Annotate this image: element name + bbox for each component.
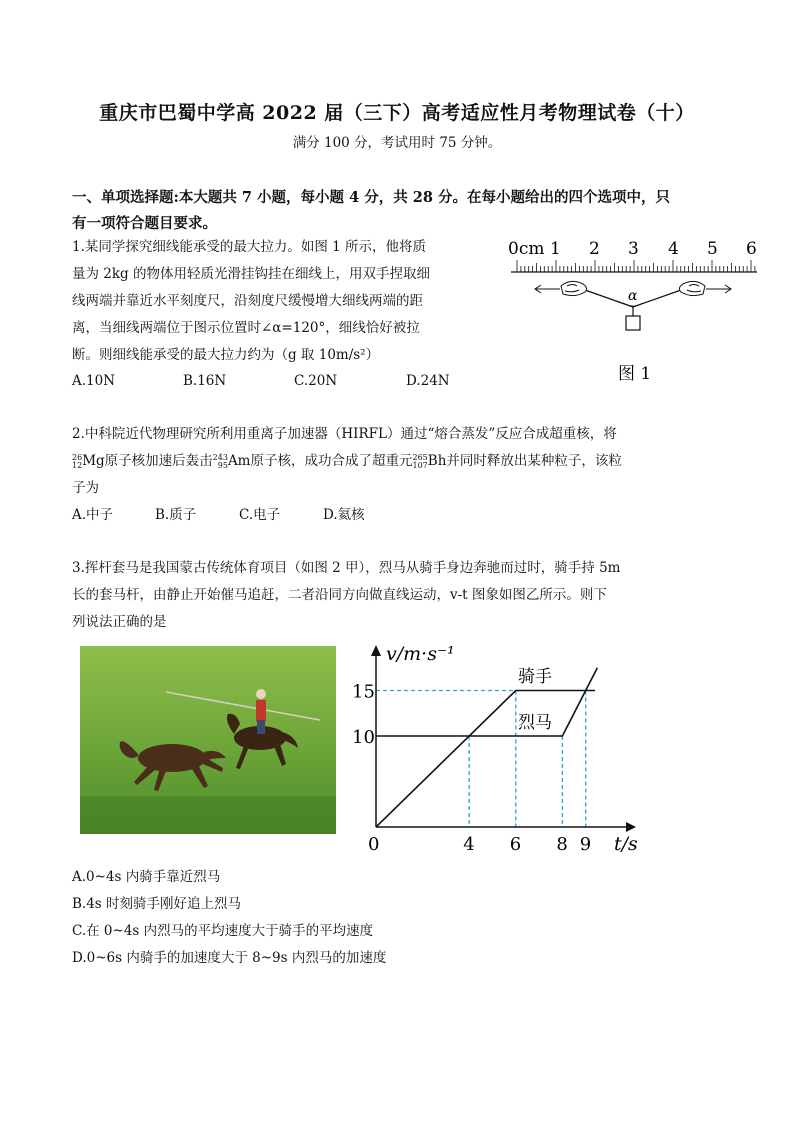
series-label-rider: 骑手: [518, 667, 552, 687]
question-3: [72, 555, 732, 636]
ruler-label: 2: [589, 239, 600, 259]
q1-line: 量为 2kg 的物体用轻质光滑挂钩挂在细线上，用双手捏取细: [72, 266, 430, 282]
angle-label: α: [628, 288, 638, 304]
isotope-mg-symbol: Mg: [82, 453, 105, 469]
right-hand-icon: [679, 281, 705, 295]
isotope-bh: 265 107: [412, 452, 428, 470]
question-1: [72, 234, 502, 369]
x-axis-arrow: [626, 822, 636, 832]
chart-series-labels: [518, 667, 552, 733]
q1-line: 离，当细线两端位于图示位置时∠α=120°，细线恰好被拉: [72, 320, 420, 336]
x-tick-label: 8: [556, 834, 568, 855]
q2-line2: [72, 448, 732, 475]
ruler: [511, 260, 757, 272]
horse-lasso-photo: [80, 646, 336, 834]
weight-block: [626, 316, 640, 330]
q2-text: 并同时释放出某种粒子，该粒: [446, 453, 622, 469]
isotope-bh-symbol: Bh: [427, 453, 447, 469]
q2-option-c[interactable]: C.电子: [239, 507, 281, 523]
q3-line: 列说法正确的是: [72, 614, 167, 630]
q2-option-b[interactable]: B.质子: [155, 507, 197, 523]
ruler-label: 1: [550, 239, 561, 259]
isotope-am-symbol: Am: [227, 453, 251, 469]
q1-option-a[interactable]: A.10N: [72, 373, 116, 389]
figure-1-caption: 图 1: [618, 364, 652, 384]
q2-option-d[interactable]: D.氦核: [323, 507, 365, 523]
ruler-label: 6: [746, 239, 757, 259]
q3-options: [72, 864, 732, 972]
section-heading-line2: 有一项符合题目要求。: [72, 215, 217, 232]
y-axis-arrow: [371, 645, 381, 656]
chart-ylabel: v/m·s⁻¹: [386, 643, 455, 665]
q1-line: 断。则细线能承受的最大拉力约为（g 取 10m/s²）: [72, 347, 380, 363]
series-line-1: [376, 668, 597, 736]
q3-option-d[interactable]: D.0~6s 内骑手的加速度大于 8~9s 内烈马的加速度: [72, 950, 387, 966]
chart-x-ticks: [463, 834, 591, 855]
ruler-label: 3: [628, 239, 639, 259]
chart-origin-label: 0: [368, 834, 380, 855]
chart-series: [376, 668, 597, 827]
vt-chart: [338, 636, 648, 864]
q3-line: 长的套马杆，由静止开始催马追赶，二者沿同方向做直线运动，v-t 图象如图乙所示。则下: [72, 587, 607, 603]
ruler-label: 5: [707, 239, 718, 259]
q2-text: 原子核加速后轰击: [104, 453, 213, 469]
y-tick-label: 10: [352, 727, 375, 748]
q1-line: 线两端并靠近水平刻度尺，沿刻度尺缓慢增大细线两端的距: [72, 293, 423, 309]
section-heading-line1: 一、单项选择题:本大题共 7 小题，每小题 4 分，共 28 分。在每小题给出的四个选项中，只: [72, 189, 670, 206]
x-tick-label: 9: [579, 834, 592, 855]
q1-option-c[interactable]: C.20N: [294, 373, 338, 389]
isotope-mg: 26 12: [72, 452, 83, 470]
y-tick-label: 15: [352, 681, 375, 703]
q2-option-a[interactable]: A.中子: [72, 507, 114, 523]
paper-subtitle: 满分 100 分，考试用时 75 分钟。: [292, 135, 502, 151]
question-2: [72, 421, 732, 502]
ruler-label: 4: [668, 239, 679, 259]
q3-line: 3.挥杆套马是我国蒙古传统体育项目（如图 2 甲），烈马从骑手身边奔驰而过时，骑手持 5m: [72, 560, 621, 576]
q1-line: 1.某同学探究细线能承受的最大拉力。如图 1 所示，他将质: [72, 239, 427, 255]
paper-title: 重庆市巴蜀中学高 2022 届（三下）高考适应性月考物理试卷（十）: [99, 102, 695, 124]
chart-xlabel: t/s: [614, 833, 638, 855]
q1-option-d[interactable]: D.24N: [406, 373, 450, 389]
chart-y-ticks: [352, 682, 375, 749]
left-hand-icon: [561, 281, 587, 295]
dashed-guides: [376, 691, 586, 828]
q2-text: 原子核，成功合成了超重元: [250, 453, 413, 469]
x-tick-label: 4: [463, 834, 475, 855]
x-tick-label: 6: [509, 834, 522, 855]
chart-axes: [371, 645, 636, 832]
figure-1-diagram: [505, 236, 765, 386]
q1-option-b[interactable]: B.16N: [183, 373, 227, 389]
q2-line1: 2.中科院近代物理研究所利用重离子加速器（HIRFL）通过“熔合蒸发”反应合成超重核，将: [72, 426, 617, 442]
series-label-horse: 烈马: [518, 713, 552, 733]
q3-option-a[interactable]: A.0~4s 内骑手靠近烈马: [72, 869, 221, 885]
section-heading: [72, 185, 727, 237]
q2-line3: 子为: [72, 480, 99, 496]
q3-option-c[interactable]: C.在 0~4s 内烈马的平均速度大于骑手的平均速度: [72, 923, 374, 939]
q3-option-b[interactable]: B.4s 时刻骑手刚好追上烈马: [72, 896, 242, 912]
ruler-label-0: 0cm: [508, 239, 545, 259]
isotope-am: 243 95: [212, 452, 228, 470]
